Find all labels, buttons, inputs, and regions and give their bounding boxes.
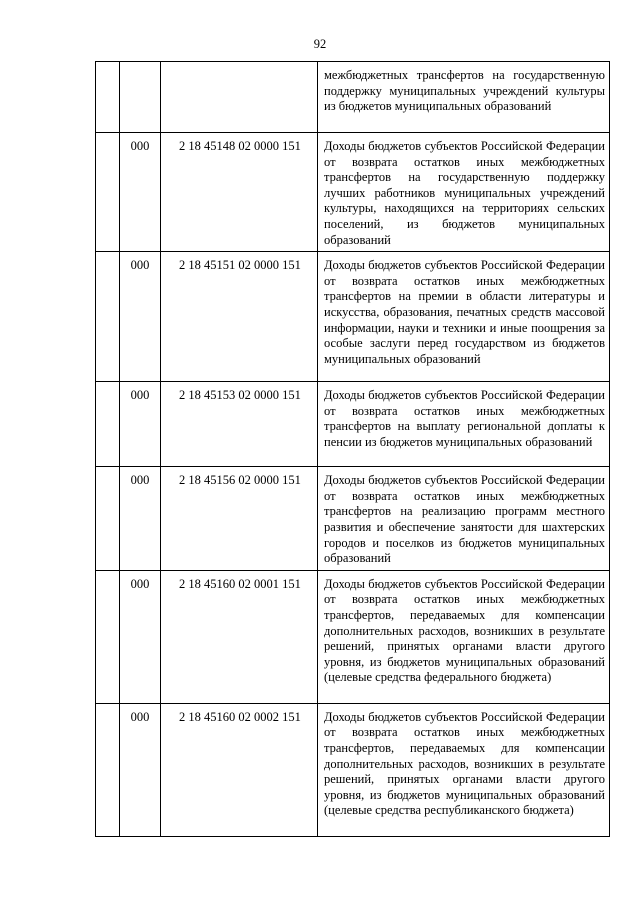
description-cell: Доходы бюджетов субъектов Российской Федерации от возврата остатков иных межбюджетных трансфертов на реализацию программ местного развития и обеспечение занятости для шахтерских городов и поселков из бюджетов муниципальных образований: [318, 467, 610, 571]
budget-code-cell: 2 18 45153 02 0000 151: [161, 382, 318, 467]
description-cell: Доходы бюджетов субъектов Российской Федерации от возврата остатков иных межбюджетных трансфертов на выплату региональной доплаты к пенсии из бюджетов муниципальных образований: [318, 382, 610, 467]
revenue-codes-table: [95, 61, 610, 837]
budget-code-cell: 2 18 45160 02 0001 151: [161, 570, 318, 703]
table-row-continuation: [96, 62, 610, 133]
index-cell: [96, 570, 120, 703]
admin-code-cell: 000: [120, 467, 161, 571]
index-cell: [96, 133, 120, 252]
table-row: [96, 570, 610, 703]
admin-code-cell: 000: [120, 382, 161, 467]
table-row: [96, 252, 610, 382]
description-cell: Доходы бюджетов субъектов Российской Федерации от возврата остатков иных межбюджетных трансфертов на государственную поддержку лучших работников муниципальных учреждений культуры, находящихся на территориях сельских поселений, из бюджетов муниципальных образований: [318, 133, 610, 252]
admin-code-cell: 000: [120, 252, 161, 382]
budget-code-cell: 2 18 45156 02 0000 151: [161, 467, 318, 571]
table-row: [96, 133, 610, 252]
index-cell: [96, 252, 120, 382]
budget-code-cell: 2 18 45160 02 0002 151: [161, 703, 318, 836]
description-cell: Доходы бюджетов субъектов Российской Федерации от возврата остатков иных межбюджетных трансфертов, передаваемых для компенсации дополнительных расходов, возникших в результате решений, принятых органами власти другого уровня, из бюджетов муниципальных образований (целевые средства республиканского бюджета): [318, 703, 610, 836]
page-number: 92: [313, 37, 327, 51]
index-cell: [96, 703, 120, 836]
description-cell: Доходы бюджетов субъектов Российской Федерации от возврата остатков иных межбюджетных трансфертов на премии в области литературы и искусства, образования, печатных средств массовой информации, науки и техники и иные поощрения за особые заслуги перед государством из бюджетов муниципальных образований: [318, 252, 610, 382]
index-cell: [96, 382, 120, 467]
budget-code-cell: 2 18 45148 02 0000 151: [161, 133, 318, 252]
admin-code-cell: 000: [120, 703, 161, 836]
description-cell: межбюджетных трансфертов на государственную поддержку муниципальных учреждений культуры из бюджетов муниципальных образований: [318, 62, 610, 133]
admin-code-cell: 000: [120, 133, 161, 252]
admin-code-cell: [120, 62, 161, 133]
description-cell: Доходы бюджетов субъектов Российской Федерации от возврата остатков иных межбюджетных трансфертов, передаваемых для компенсации дополнительных расходов, возникших в результате решений, принятых органами власти другого уровня, из бюджетов муниципальных образований (целевые средства федерального бюджета): [318, 570, 610, 703]
table-row: [96, 382, 610, 467]
index-cell: [96, 467, 120, 571]
budget-code-cell: 2 18 45151 02 0000 151: [161, 252, 318, 382]
budget-code-cell: [161, 62, 318, 133]
index-cell: [96, 62, 120, 133]
admin-code-cell: 000: [120, 570, 161, 703]
table-row: [96, 703, 610, 836]
table-row: [96, 467, 610, 571]
